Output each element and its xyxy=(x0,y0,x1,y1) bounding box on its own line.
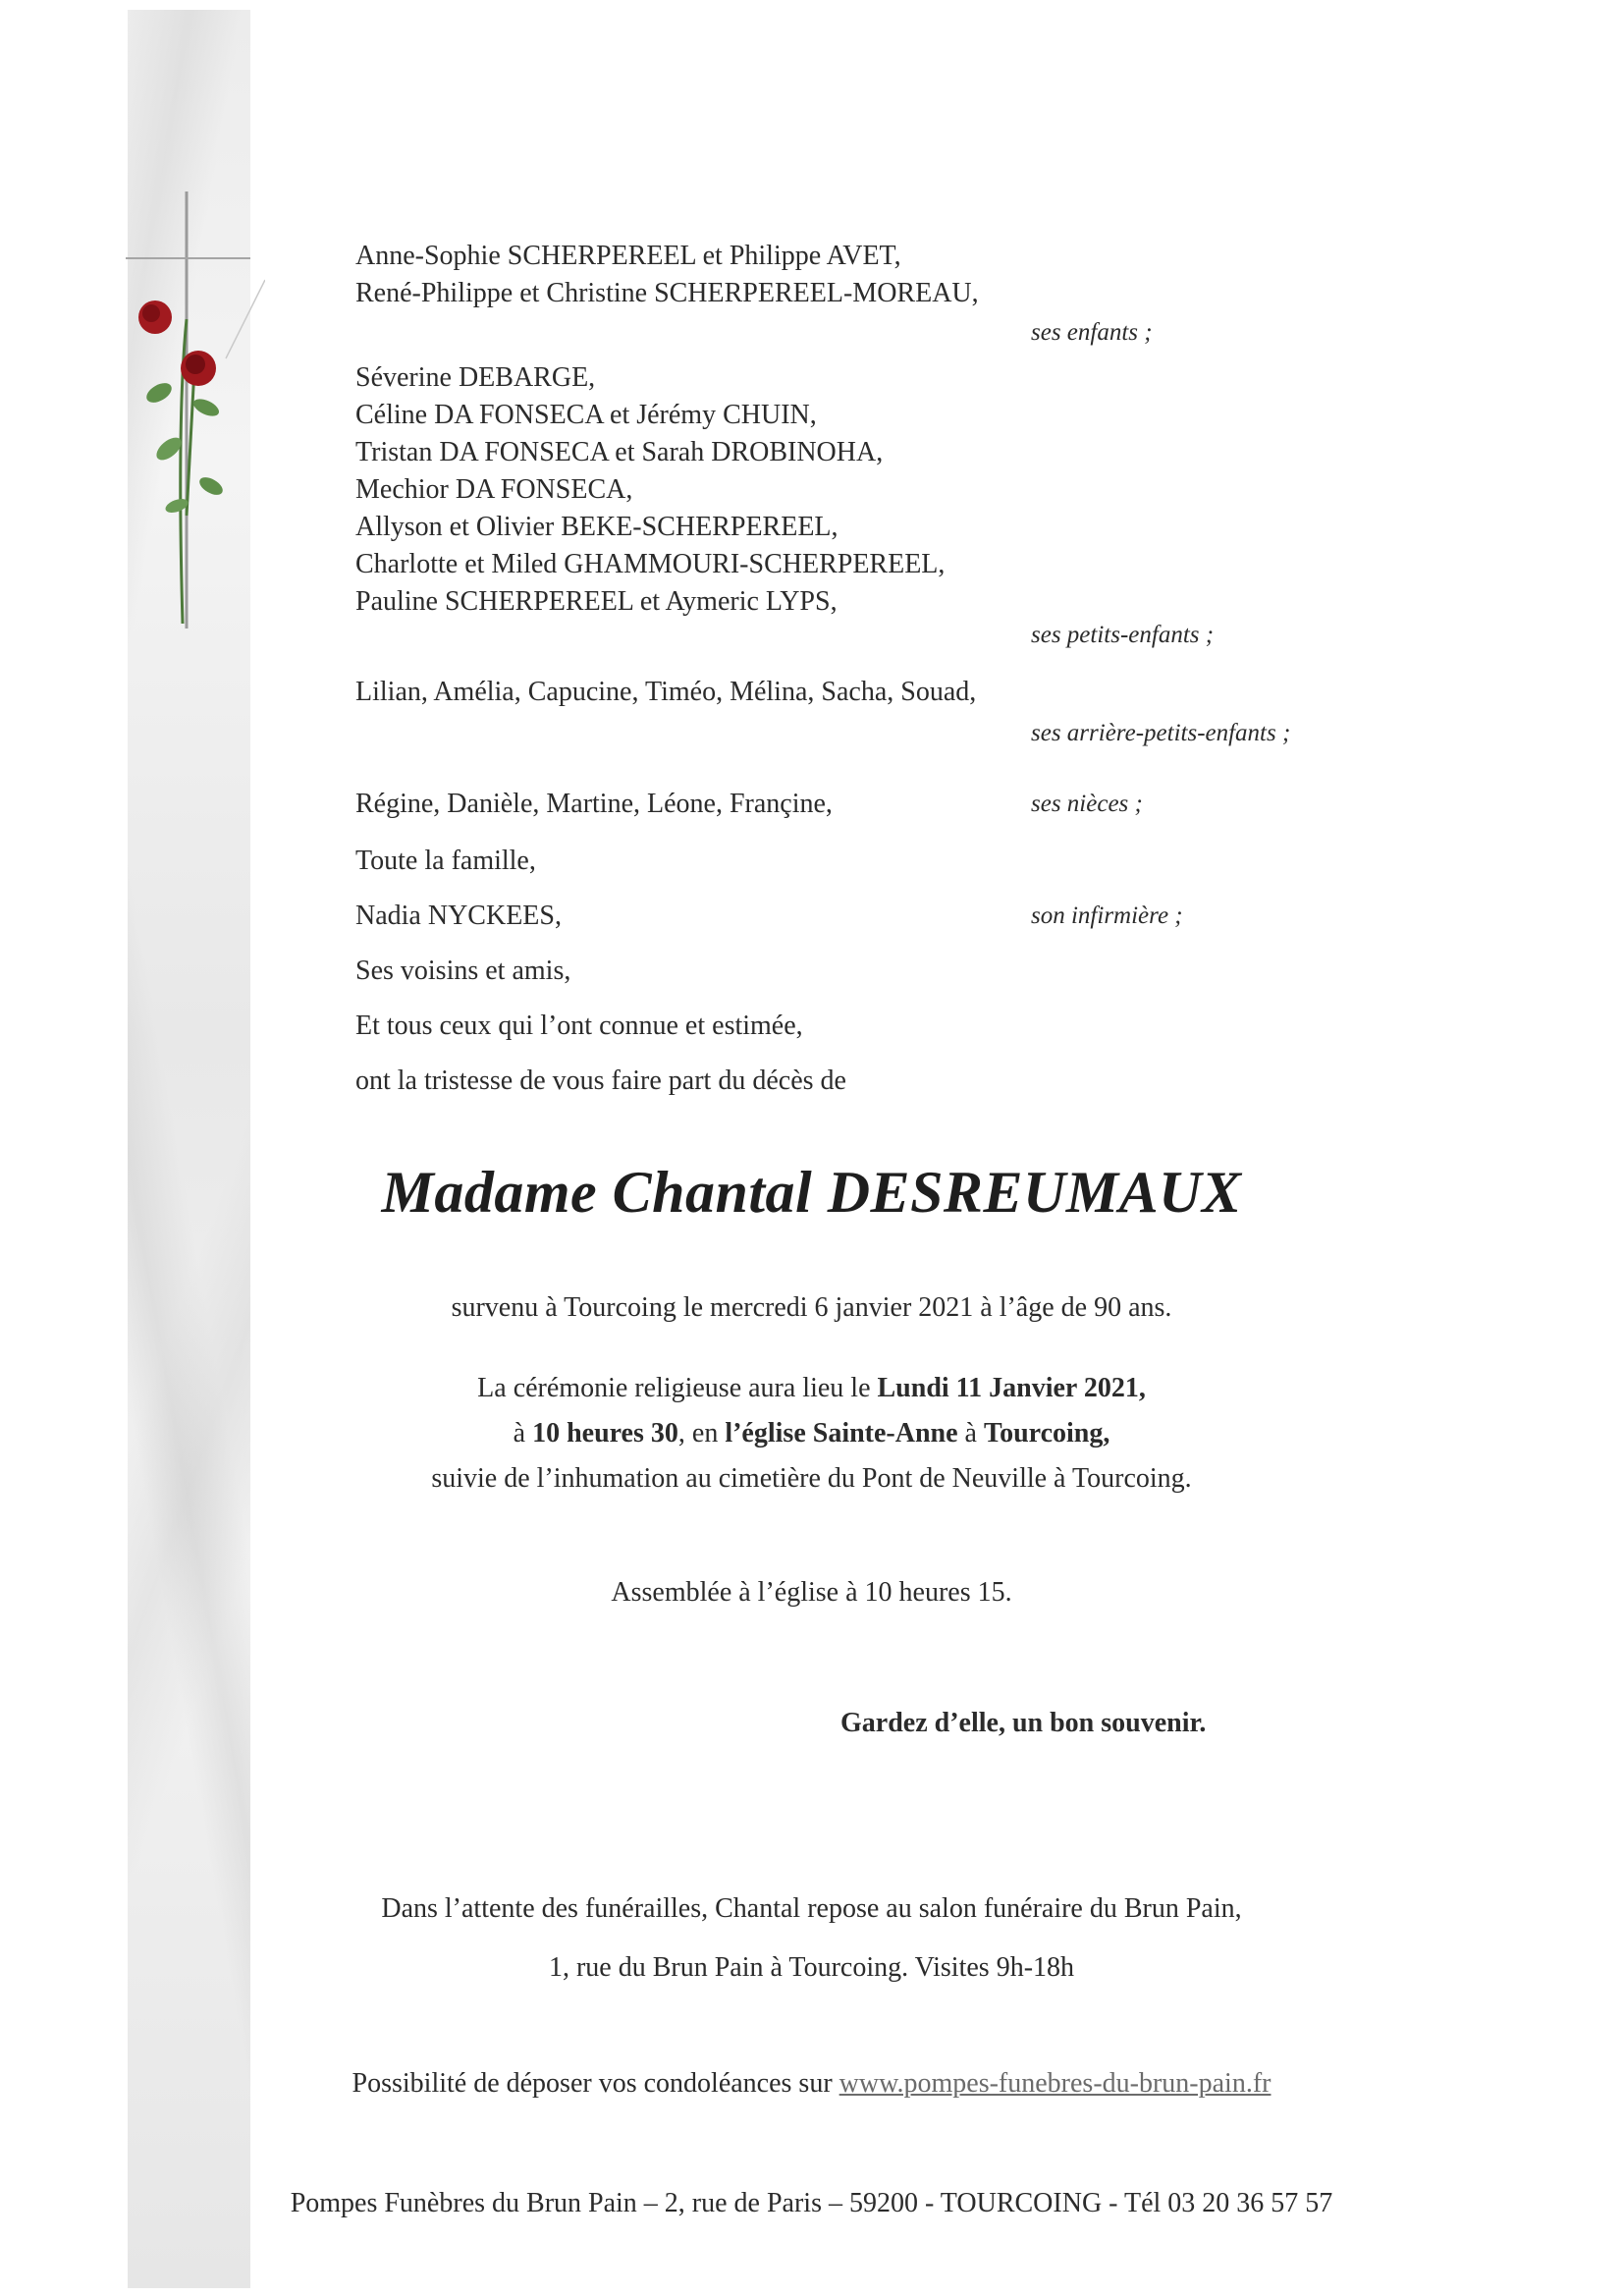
footer-address: Pompes Funèbres du Brun Pain – 2, rue de Paris – 59200 - TOURCOING - Tél 03 20 36 57 57 xyxy=(290,2188,1333,2218)
remember-line: Gardez d’elle, un bon souvenir. xyxy=(840,1708,1207,1738)
condolences-link[interactable]: www.pompes-funebres-du-brun-pain.fr xyxy=(839,2068,1271,2099)
grandchild-line: Charlotte et Miled GHAMMOURI-SCHERPEREEL, xyxy=(355,549,946,579)
rest-line-1: Dans l’attente des funérailles, Chantal repose au salon funéraire du Brun Pain, xyxy=(381,1893,1242,1924)
grandchild-line: Céline DA FONSECA et Jérémy CHUIN, xyxy=(355,400,817,430)
death-line: survenu à Tourcoing le mercredi 6 janvier 2021 à l’âge de 90 ans. xyxy=(451,1292,1172,1323)
grandchild-line: Mechior DA FONSECA, xyxy=(355,474,633,505)
assembly-line: Assemblée à l’église à 10 heures 15. xyxy=(611,1577,1012,1608)
relation-label: ses enfants ; xyxy=(1031,319,1153,346)
relation-label: ses petits-enfants ; xyxy=(1031,622,1215,648)
relation-label: ses arrière-petits-enfants ; xyxy=(1031,720,1291,746)
grandchild-line: Allyson et Olivier BEKE-SCHERPEREEL, xyxy=(355,512,839,542)
children-line: René-Philippe et Christine SCHERPEREEL-MOREAU, xyxy=(355,278,979,308)
great-grandchildren-line: Lilian, Amélia, Capucine, Timéo, Mélina, Sacha, Souad, xyxy=(355,677,977,707)
announcement-line: ont la tristesse de vous faire part du décès de xyxy=(355,1066,846,1096)
grandchild-line: Pauline SCHERPEREEL et Aymeric LYPS, xyxy=(355,586,838,617)
grandchild-line: Séverine DEBARGE, xyxy=(355,362,596,393)
ceremony-line-1: La cérémonie religieuse aura lieu le Lundi 11 Janvier 2021, xyxy=(477,1373,1146,1403)
nieces-line: Régine, Danièle, Martine, Léone, Françine, xyxy=(355,789,833,819)
nurse-line: Nadia NYCKEES, xyxy=(355,901,562,931)
relation-label: son infirmière ; xyxy=(1031,902,1183,929)
children-line: Anne-Sophie SCHERPEREEL et Philippe AVET, xyxy=(355,241,901,271)
rest-line-2: 1, rue du Brun Pain à Tourcoing. Visites 9h-18h xyxy=(548,1952,1075,1983)
ceremony-line-3: suivie de l’inhumation au cimetière du Pont de Neuville à Tourcoing. xyxy=(431,1463,1192,1494)
grandchild-line: Tristan DA FONSECA et Sarah DROBINOHA, xyxy=(355,437,884,467)
ceremony-line-2: à 10 heures 30, en l’église Sainte-Anne à Tourcoing, xyxy=(513,1418,1110,1449)
family-line: Toute la famille, xyxy=(355,846,536,876)
neighbors-line: Ses voisins et amis, xyxy=(355,956,571,986)
relation-label: ses nièces ; xyxy=(1031,791,1143,817)
cross-and-roses-illustration xyxy=(118,191,265,633)
deceased-name: Madame Chantal DESREUMAUX xyxy=(381,1160,1242,1225)
condolences-line: Possibilité de déposer vos condoléances sur www.pompes-funebres-du-brun-pain.fr xyxy=(352,2068,1271,2099)
others-line: Et tous ceux qui l’ont connue et estimée, xyxy=(355,1011,803,1041)
